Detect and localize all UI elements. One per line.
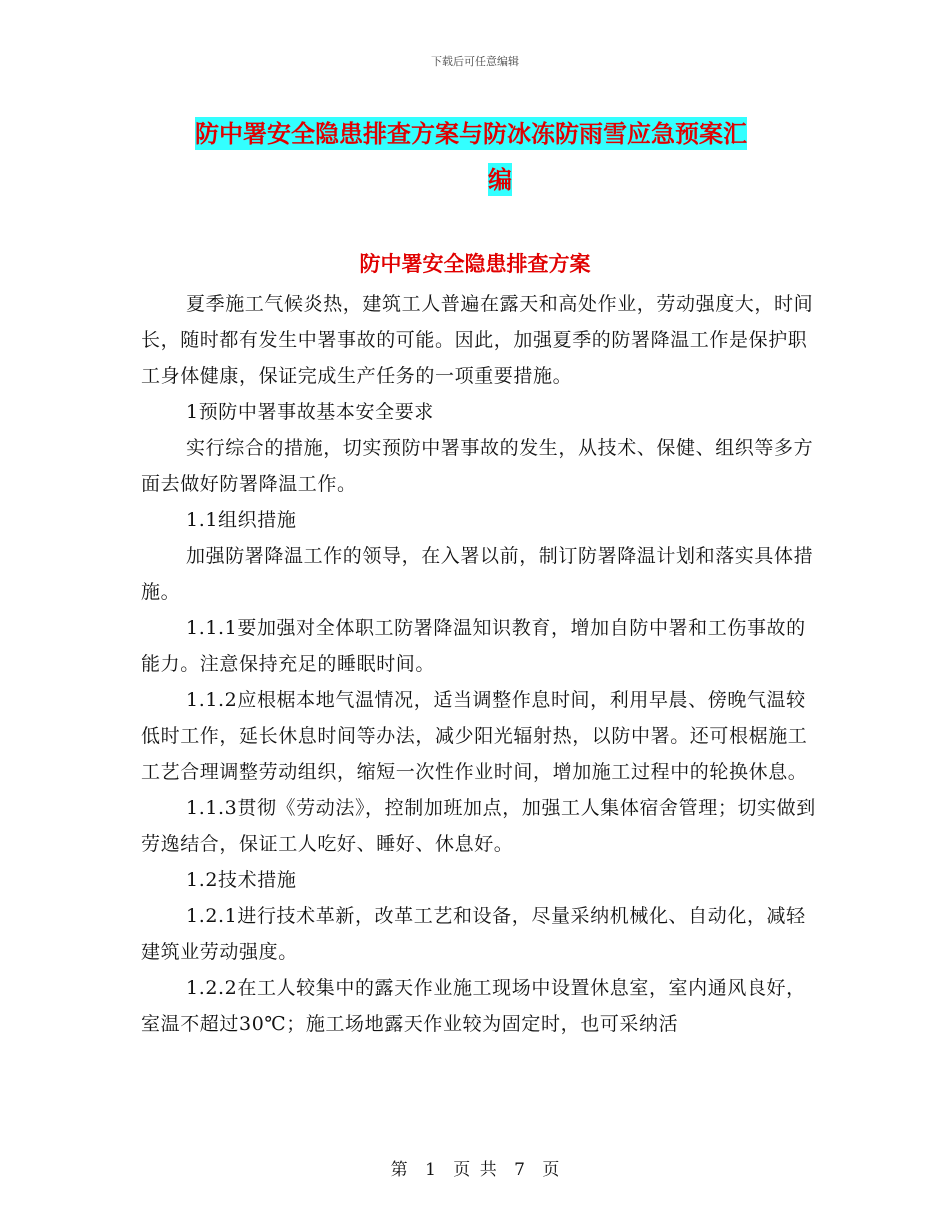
footer-page-number: 1 xyxy=(425,1160,436,1180)
title-text-2: 编 xyxy=(488,165,512,194)
document-title xyxy=(195,111,805,203)
paragraph-1-2-1: 1.2.1进行技术革新，改革工艺和设备，尽量采纳机械化、自动化，减轻建筑业劳动强度。 xyxy=(141,905,806,963)
body-text xyxy=(141,286,821,1042)
paragraph: 加强防署降温工作的领导，在入署以前，制订防署降温计划和落实具体措施。 xyxy=(141,545,814,603)
paragraph-1-1-1: 1.1.1要加强对全体职工防署降温知识教育，增加自防中署和工伤事故的能力。注意保持充足的睡眠时间。 xyxy=(141,617,806,675)
title-line-2 xyxy=(195,157,805,203)
section-title: 防中署安全隐患排查方案 xyxy=(359,251,591,276)
paragraph: 实行综合的措施，切实预防中署事故的发生，从技术、保健、组织等多方面去做好防署降温工作。 xyxy=(141,437,814,495)
paragraph-1-2-2: 1.2.2在工人较集中的露天作业施工现场中设置休息室，室内通风良好，室温不超过30℃；施工场地露天作业较为固定时，也可采纳活 xyxy=(141,977,806,1035)
paragraph-heading-1-2: 1.2技术措施 xyxy=(186,869,297,891)
paragraph-1-1-2: 1.1.2应根椐本地气温情况，适当调整作息时间，利用早晨、傍晚气温较低时工作，延长休息时间等办法，减少阳光辐射热，以防中署。还可根椐施工工艺合理调整劳动组织，缩短一次性作业时间，增加施工过程中的轮换休息。 xyxy=(141,689,808,783)
paragraph-intro: 夏季施工气候炎热，建筑工人普遍在露天和高处作业，劳动强度大，时间长，随时都有发生中署事故的可能。因此，加强夏季的防署降温工作是保护职工身体健康，保证完成生产任务的一项重要措施。 xyxy=(141,293,814,387)
footer-prefix: 第 xyxy=(390,1160,408,1180)
title-line-1 xyxy=(195,111,805,157)
paragraph-1-1-3: 1.1.3贯彻《劳动法》，控制加班加点，加强工人集体宿舍管理；切实做到劳逸结合，保证工人吃好、睡好、休息好。 xyxy=(141,797,816,855)
footer-suffix: 页 xyxy=(542,1160,560,1180)
page-footer xyxy=(0,1155,950,1180)
paragraph-heading-1: 1预防中署事故基本安全要求 xyxy=(186,401,434,423)
paragraph-heading-1-1: 1.1组织措施 xyxy=(186,509,297,531)
title-text-1: 防中署安全隐患排查方案与防冰冻防雨雪应急预案汇 xyxy=(195,119,747,148)
footer-total-pages: 7 xyxy=(514,1160,525,1180)
footer-middle: 页 共 xyxy=(453,1160,497,1180)
header-note: 下载后可任意编辑 xyxy=(431,55,519,68)
